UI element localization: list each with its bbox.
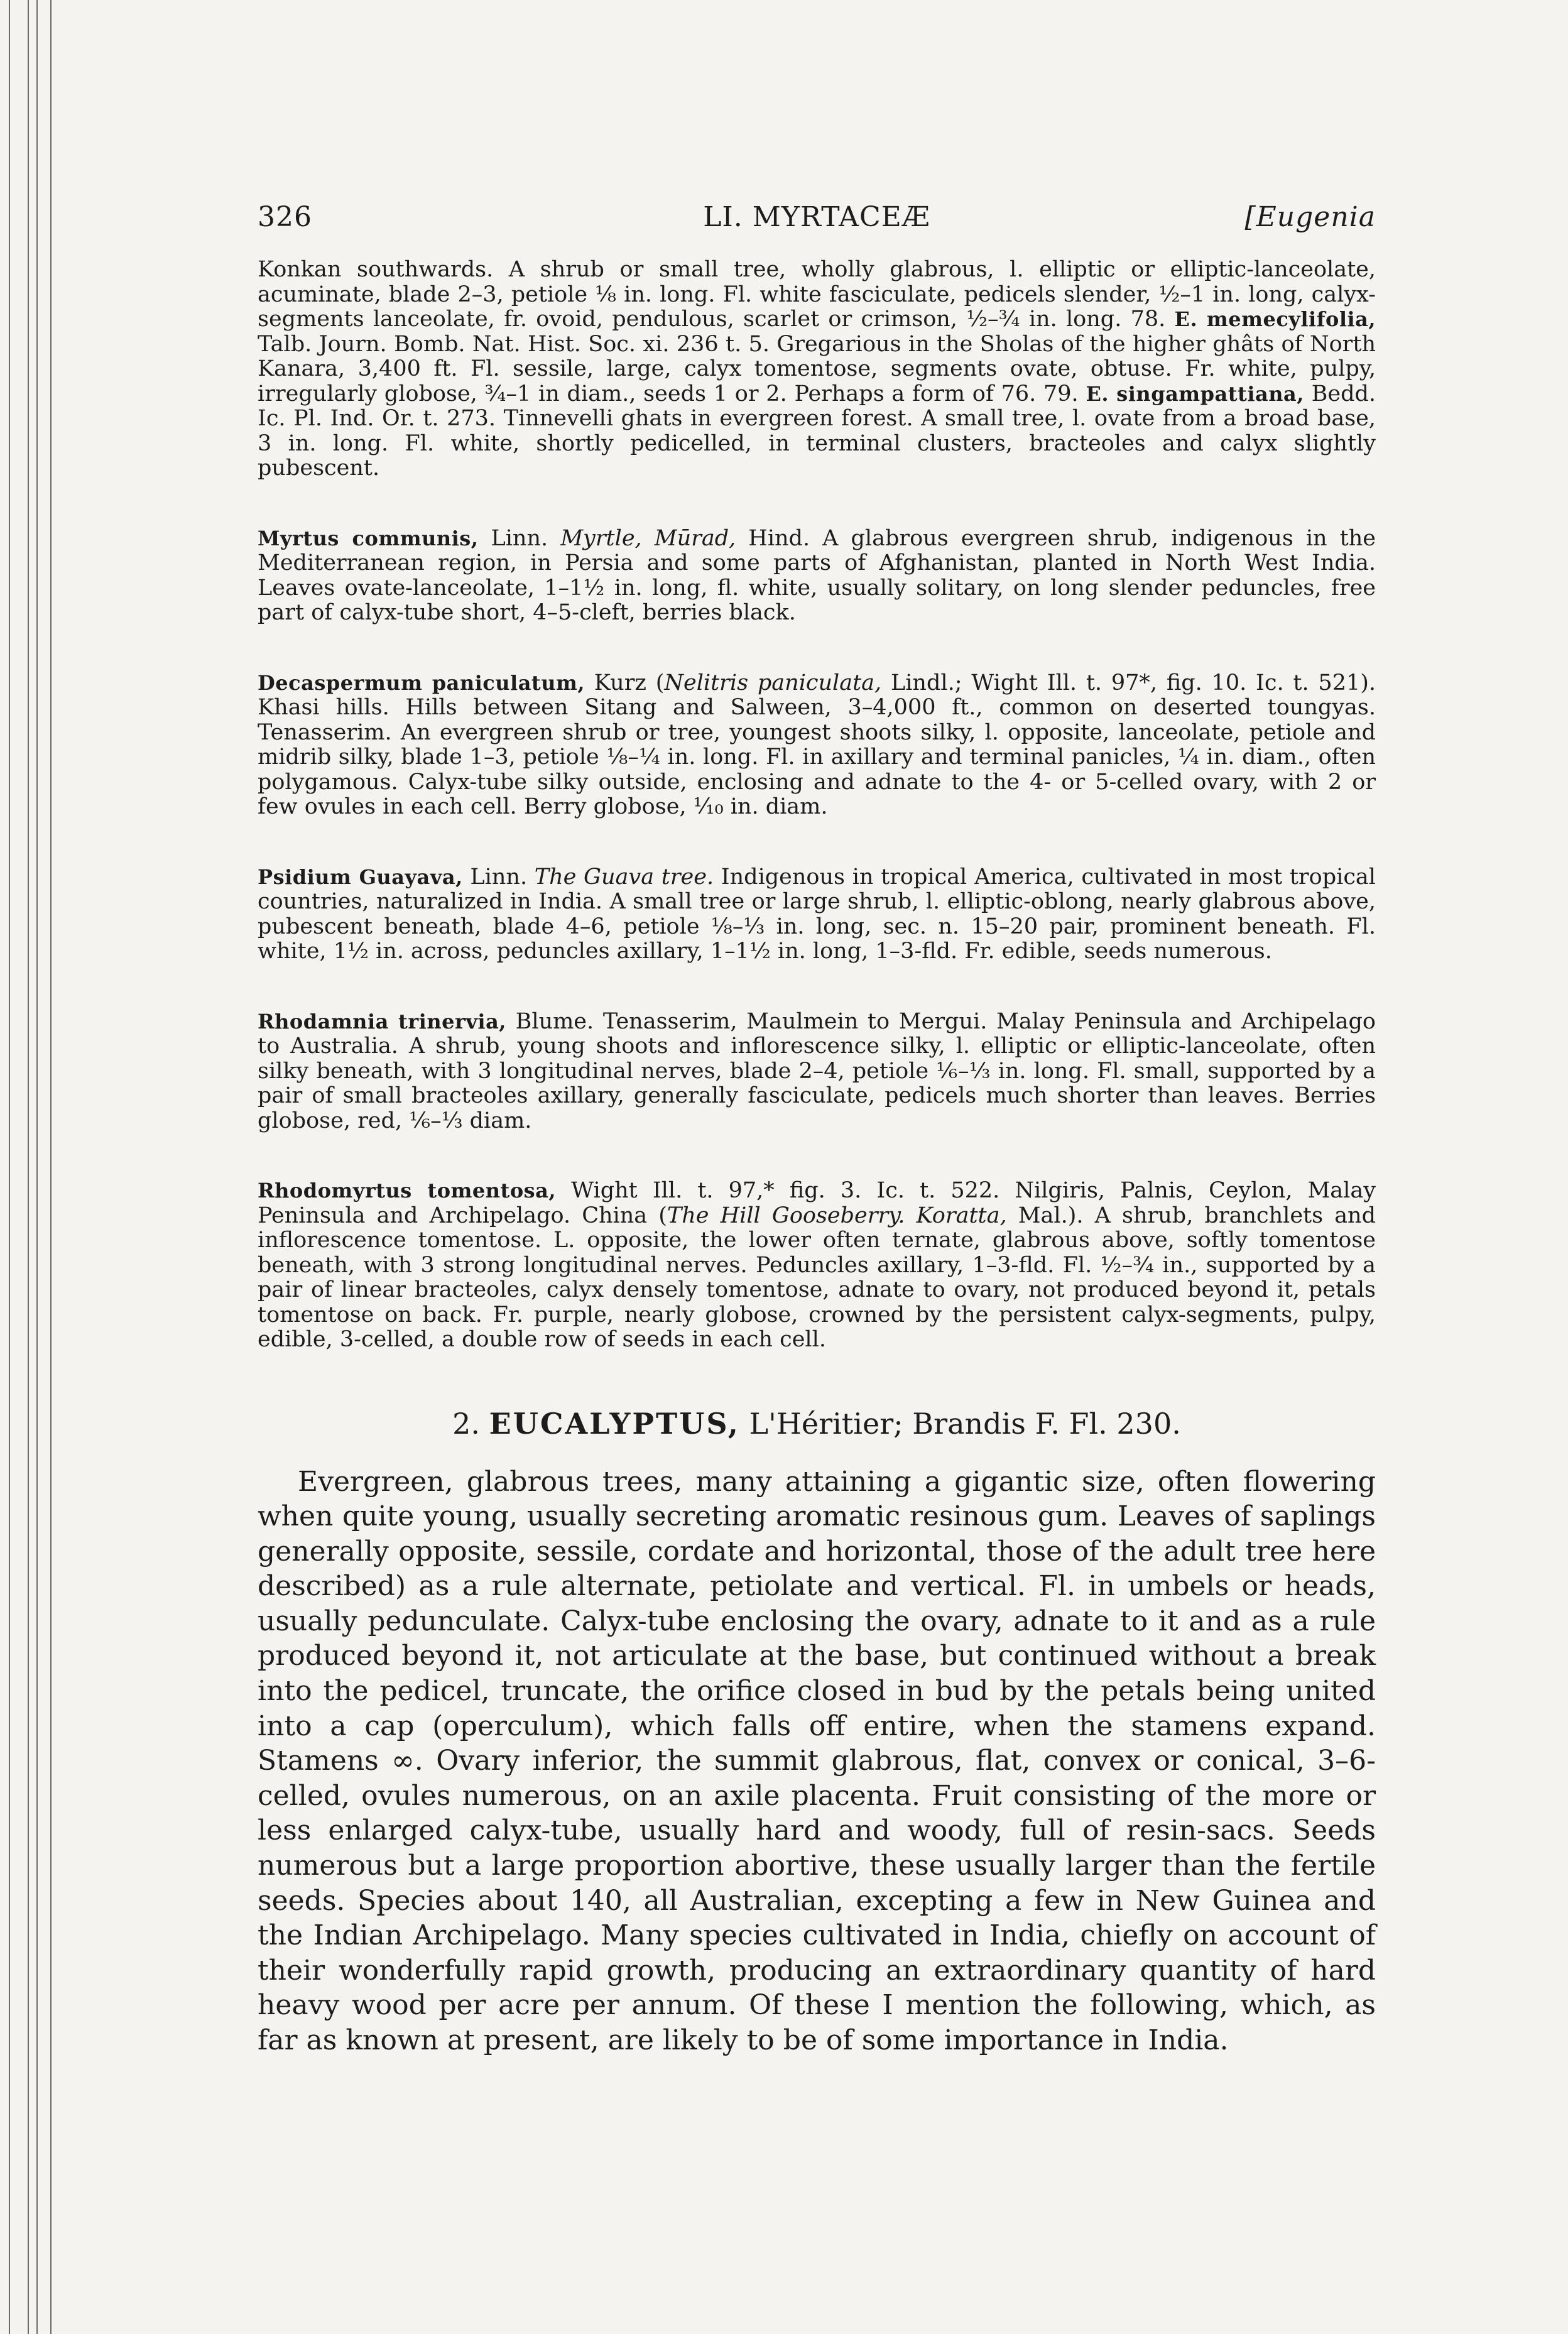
binding-edge-line — [50, 0, 52, 2334]
section-heading-eucalyptus: 2. EUCALYPTUS, L'Héritier; Brandis F. Fl. 230. — [452, 1406, 1181, 1441]
entry-psidium-guayava: Psidium Guayava, Linn. The Guava tree. Indigenous in tropical America, cultivated in most tropical countries, naturalized in India. A small tree or large shrub, l. elliptic-oblong, nearly glabrous above, pubescent beneath, blade 4–6, petiole ⅛–⅓ in. long, sec. n. 15–20 pair, prominent beneath. Fl. white, 1½ in. across, peduncles axillary, 1–1½ in. long, 1–3-fld. Fr. edible, seeds numerous. — [258, 864, 1376, 964]
entry-myrtus-communis: Myrtus communis, Linn. Myrtle, Mūrad, Hind. A glabrous evergreen shrub, indigenous in the Mediterranean region, in Persia and some parts of Afghanistan, planted in North West India. Leaves ovate-lanceolate, 1–1½ in. long, fl. white, usually solitary, on long slender peduncles, free part of calyx-tube short, 4–5-cleft, berries black. — [258, 525, 1376, 625]
running-head — [258, 188, 1376, 239]
species-name: Rhodomyrtus tomentosa, — [258, 1179, 557, 1202]
species-name: Myrtus communis, — [258, 526, 479, 550]
species-name: Psidium Guayava, — [258, 864, 463, 889]
synonym: Nelitris paniculata, — [664, 670, 882, 695]
common-name: The Hill Gooseberry. Koratta, — [667, 1202, 1007, 1228]
species-name: Rhodamnia trinervia, — [258, 1009, 506, 1033]
running-genus: [Eugenia — [1244, 201, 1376, 233]
genus-description-paragraph: Evergreen, glabrous trees, many attaining a gigantic size, often flowering when quite young, usually secreting aromatic resinous gum. Leaves of saplings generally opposite, sessile, cordate and horizontal, those of the adult tree here described) as a rule alternate, petiolate and vertical. Fl. in umbels or heads, usually pedunculate. Calyx-tube enclosing the ovary, adnate to it and as a rule produced beyond it, not articulate at the base, but continued without a break into the pedicel, truncate, the orifice closed in bud by the petals being united into a cap (operculum), which falls off entire, when the stamens expand. Stamens ∞. Ovary inferior, the summit glabrous, flat, convex or conical, 3–6-celled, ovules numerous, on an axile placenta. Fruit consisting of the more or less enlarged calyx-tube, usually hard and woody, full of resin-sacs. Seeds numerous but a large proportion abortive, these usually larger than the fertile seeds. Species about 140, all Australian, excepting a few in New Guinea and the Indian Archipelago. Many species cultivated in India, chiefly on account of their wonderfully rapid growth, producing an extraordinary quantity of hard heavy wood per acre per annum. Of these I mention the following, which, as far as known at present, are likely to be of some importance in India. — [258, 1465, 1376, 2056]
species-name: E. memecylifolia, — [1174, 307, 1376, 331]
genus-name: EUCALYPTUS, — [489, 1406, 740, 1441]
family-title: LI. MYRTACEÆ — [703, 201, 930, 233]
species-name: Decaspermum paniculatum, — [258, 670, 585, 695]
eugenia-continuation-paragraph: Konkan southwards. A shrub or small tree, wholly glabrous, l. elliptic or elliptic-lanceolate, acuminate, blade 2–3, petiole ⅛ in. long. Fl. white fasciculate, pedicels slender, ½–1 in. long, calyx-segments lanceolate, fr. ovoid, pendulous, scarlet or crimson, ½–¾ in. long. 78. E. memecylifolia, Talb. Journ. Bomb. Nat. Hist. Soc. xi. 236 t. 5. Gregarious in the Sholas of the higher ghâts of North Kanara, 3,400 ft. Fl. sessile, large, calyx tomentose, segments ovate, obtuse. Fr. white, pulpy, irregularly globose, ¾–1 in diam., seeds 1 or 2. Perhaps a form of 76. 79. E. singampattiana, Bedd. Ic. Pl. Ind. Or. t. 273. Tinnevelli ghats in evergreen forest. A small tree, l. ovate from a broad base, 3 in. long. Fl. white, shortly pedicelled, in terminal clusters, bracteoles and calyx slightly pubescent. — [258, 257, 1376, 481]
entry-rhodamnia-trinervia: Rhodamnia trinervia, Blume. Tenasserim, Maulmein to Mergui. Malay Peninsula and Archipelago to Australia. A shrub, young shoots and inflorescence silky, l. elliptic or elliptic-lanceolate, often silky beneath, with 3 longitudinal nerves, blade 2–4, petiole ⅙–⅓ in. long. Fl. small, supported by a pair of small bracteoles axillary, generally fasciculate, pedicels much shorter than leaves. Berries globose, red, ⅙–⅓ diam. — [258, 1008, 1376, 1133]
binding-edge-line — [36, 0, 38, 2334]
species-name: E. singampattiana, — [1086, 381, 1304, 406]
binding-edge-line — [9, 0, 10, 2334]
common-name: The Guava tree. — [534, 864, 714, 890]
entry-rhodomyrtus-tomentosa: Rhodomyrtus tomentosa, Wight Ill. t. 97,* fig. 3. Ic. t. 522. Nilgiris, Palnis, Ceylon, Malay Peninsula and Archipelago. China (The Hill Gooseberry. Koratta, Mal.). A shrub, branchlets and inflorescence tomentose. L. opposite, the lower often ternate, glabrous above, softly tomentose beneath, with 3 strong longitudinal nerves. Peduncles axillary, 1–3-fld. Fl. ½–¾ in., supported by a pair of linear bracteoles, calyx densely tomentose, adnate to ovary, not produced beyond it, petals tomentose on back. Fr. purple, nearly globose, crowned by the persistent calyx-segments, pulpy, edible, 3-celled, a double row of seeds in each cell. — [258, 1178, 1376, 1352]
entry-decaspermum-paniculatum: Decaspermum paniculatum, Kurz (Nelitris paniculata, Lindl.; Wight Ill. t. 97*, fig. 10. Ic. t. 521). Khasi hills. Hills between Sitang and Salween, 3–4,000 ft., common on deserted toungyas. Tenasserim. An evergreen shrub or tree, youngest shoots silky, l. opposite, lanceolate, petiole and midrib silky, blade 1–3, petiole ⅛–¼ in. long. Fl. in axillary and terminal panicles, ¼ in. diam., often polygamous. Calyx-tube silky outside, enclosing and adnate to the 4- or 5-celled ovary, with 2 or few ovules in each cell. Berry globose, ¹⁄₁₀ in. diam. — [258, 670, 1376, 819]
binding-edge-line — [28, 0, 29, 2334]
common-name: Myrtle, Mūrad, — [560, 525, 736, 551]
page-number: 326 — [258, 201, 312, 233]
book-page — [258, 188, 1376, 2058]
